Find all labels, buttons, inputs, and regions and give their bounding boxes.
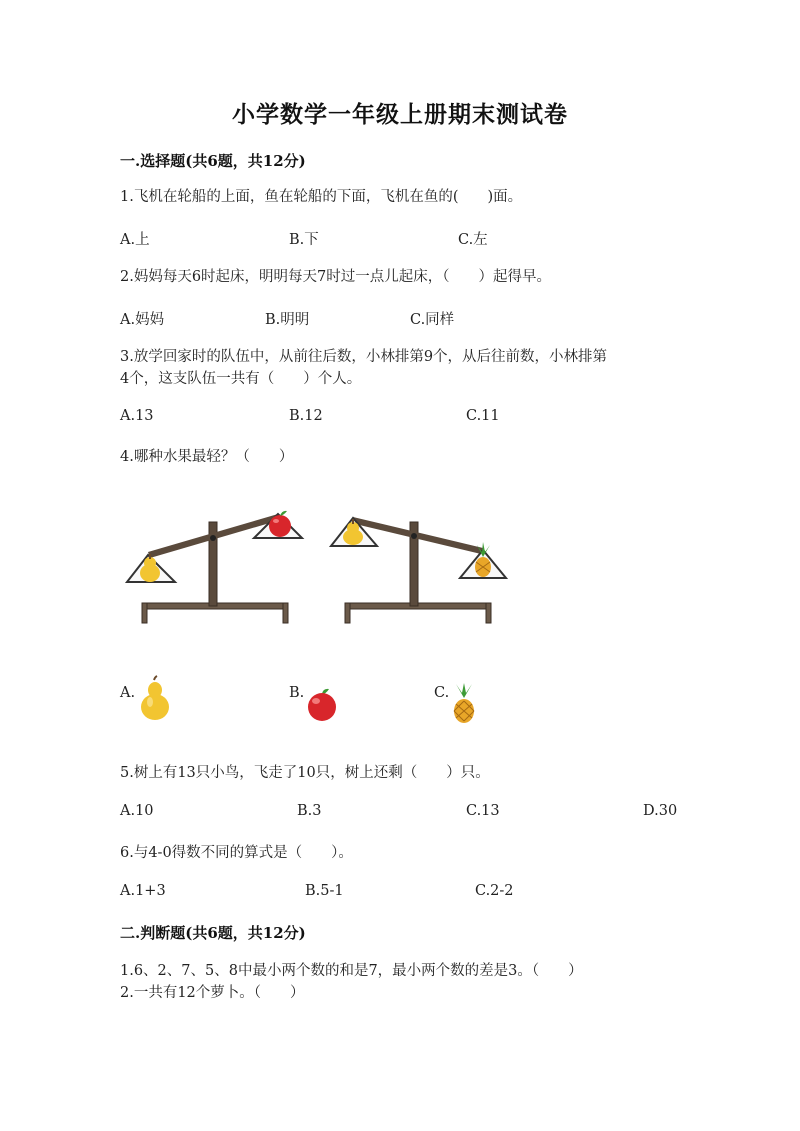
question-1: 1.飞机在轮船的上面，鱼在轮船的下面，飞机在鱼的( )面。 <box>120 189 523 205</box>
q3-option-a[interactable]: A.13 <box>120 408 154 424</box>
q2-option-c[interactable]: C.同样 <box>410 312 455 328</box>
q6-option-b[interactable]: B.5-1 <box>305 883 344 899</box>
judgement-1: 1.6、2、7、5、8中最小两个数的和是7，最小两个数的差是3。（ ） <box>120 963 583 979</box>
q5-option-c[interactable]: C.13 <box>466 803 500 819</box>
q3-option-b[interactable]: B.12 <box>289 408 323 424</box>
q4-option-b[interactable]: B. <box>289 685 305 701</box>
q2-option-a[interactable]: A.妈妈 <box>120 312 165 328</box>
q6-option-c[interactable]: C.2-2 <box>475 883 514 899</box>
q3-option-c[interactable]: C.11 <box>466 408 500 424</box>
q4-option-a[interactable]: A. <box>120 685 136 701</box>
pear-icon <box>140 554 160 582</box>
question-2: 2.妈妈每天6时起床，明明每天7时过一点儿起床，（ ）起得早。 <box>120 269 552 285</box>
q5-option-a[interactable]: A.10 <box>120 803 154 819</box>
question-6: 6.与4-0得数不同的算式是（ ）。 <box>120 845 353 861</box>
balance-scale-left-icon <box>120 500 310 630</box>
q5-option-b[interactable]: B.3 <box>297 803 322 819</box>
pineapple-icon <box>450 684 478 724</box>
apple-icon <box>305 688 339 722</box>
section-heading-choice: 一.选择题(共6题，共12分) <box>120 152 306 170</box>
question-3-line-1: 3.放学回家时的队伍中，从前往后数，小林排第9个，从后往前数，小林排第 <box>120 349 608 365</box>
q6-option-a[interactable]: A.1+3 <box>120 883 166 899</box>
q4-option-c[interactable]: C. <box>434 685 450 701</box>
q1-option-b[interactable]: B.下 <box>289 232 319 248</box>
section-heading-judgement: 二.判断题(共6题，共12分) <box>120 924 306 942</box>
judgement-2: 2.一共有12个萝卜。（ ） <box>120 985 305 1001</box>
q1-option-c[interactable]: C.左 <box>458 232 488 248</box>
balance-scale-right-icon <box>325 500 515 630</box>
pear-icon <box>138 676 172 722</box>
q5-option-d[interactable]: D.30 <box>643 803 678 819</box>
page-title: 小学数学一年级上册期末测试卷 <box>232 101 568 128</box>
question-4: 4.哪种水果最轻？（ ） <box>120 449 294 465</box>
question-3-line-2: 4个，这支队伍一共有（ ）个人。 <box>120 371 362 387</box>
question-5: 5.树上有13只小鸟，飞走了10只，树上还剩（ ）只。 <box>120 765 490 781</box>
q2-option-b[interactable]: B.明明 <box>265 312 310 328</box>
q1-option-a[interactable]: A.上 <box>120 232 150 248</box>
